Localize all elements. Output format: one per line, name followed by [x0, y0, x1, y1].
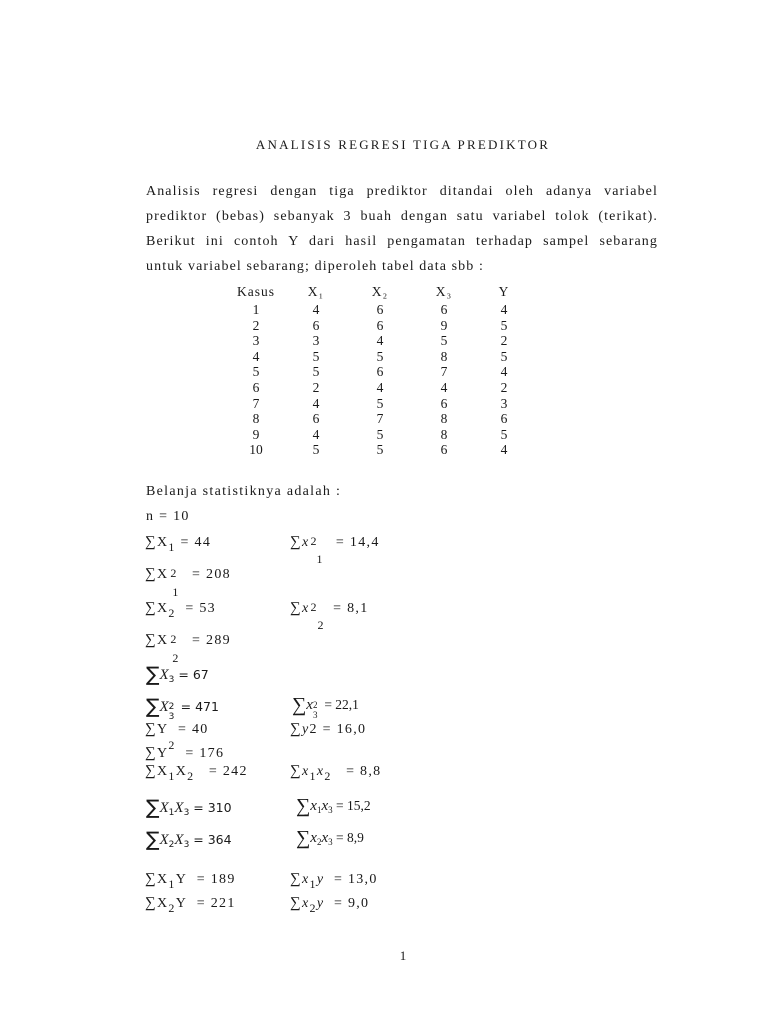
- table-cell: 3: [252, 333, 260, 349]
- table-cell: 1: [252, 302, 260, 317]
- table-cell: 8: [440, 411, 448, 427]
- table-cell: 4: [376, 379, 384, 395]
- table-cell: 4: [312, 302, 320, 317]
- table-cell: 2: [312, 379, 320, 395]
- stat-sum-x2-sq-dev: ∑x 2 2 = 8,1: [290, 600, 369, 632]
- stat-sum-x2-sq: ∑X 2 2 = 289: [145, 632, 231, 665]
- table-cell: 6: [376, 302, 384, 317]
- table-cell: 7: [252, 395, 260, 411]
- intro-line: prediktor (bebas) sebanyak 3 buah dengan satu variabel tolok (terikat).: [146, 209, 658, 224]
- table-cell: 7: [440, 364, 448, 380]
- table-cell: 4: [312, 395, 320, 411]
- table-cell: 7: [376, 411, 384, 427]
- table-row: [228, 302, 532, 318]
- table-cell: 5: [376, 426, 384, 442]
- table-cell: 4: [440, 379, 448, 395]
- table-row: [228, 364, 532, 380]
- table-row: [228, 349, 532, 365]
- table-cell: 5: [376, 442, 384, 458]
- table-row: [228, 411, 532, 427]
- table-cell: 6: [312, 411, 320, 427]
- table-cell: 5: [500, 348, 508, 364]
- table-cell: 4: [252, 348, 260, 364]
- stat-sum-x1x2-dev: ∑x1x2 = 8,8: [290, 763, 382, 783]
- table-row: [228, 427, 532, 443]
- table-cell: 2: [500, 333, 508, 349]
- table-cell: 8: [440, 348, 448, 364]
- table-cell: 4: [312, 426, 320, 442]
- table-header-row: [228, 282, 532, 302]
- intro-line: untuk variabel sebarang; diperoleh tabel data sbb :: [146, 259, 484, 274]
- table-cell: 5: [252, 364, 260, 380]
- col-header-kasus: Kasus: [237, 284, 275, 299]
- table-row: [228, 396, 532, 412]
- stat-sum-x2y: ∑X2Y = 221: [145, 895, 236, 915]
- table-cell: 10: [249, 442, 263, 458]
- table-cell: 2: [252, 317, 260, 333]
- table-cell: 4: [500, 442, 508, 458]
- col-header-y: Y: [498, 284, 510, 299]
- intro-paragraph: [146, 184, 658, 284]
- intro-line: Berikut ini contoh Y dari hasil pengamatan terhadap sampel sebarang: [146, 234, 658, 249]
- table-row: [228, 442, 532, 458]
- col-header-x3: X₃: [435, 284, 453, 299]
- table-cell: 6: [376, 317, 384, 333]
- stat-sum-x3-sq-dev: ∑x 2 3 = 22,1: [292, 694, 359, 720]
- table-cell: 6: [440, 395, 448, 411]
- stat-sum-x1x3: $\sum X_1X_3 = 310$: [146, 795, 232, 819]
- stat-sum-y-sq: ∑Y2 = 176: [145, 738, 225, 761]
- stat-sum-x1x2: ∑X1X2 = 242: [145, 763, 248, 783]
- table-cell: 6: [312, 317, 320, 333]
- stat-sum-x3: $\sum X_3 = 67$: [146, 662, 209, 686]
- table-cell: 9: [252, 426, 260, 442]
- table-row: [228, 333, 532, 349]
- stat-sum-x1y: ∑X1Y = 189: [145, 871, 236, 891]
- table-cell: 9: [440, 317, 448, 333]
- table-cell: 5: [500, 426, 508, 442]
- table-cell: 2: [500, 379, 508, 395]
- stat-sum-x1: ∑X1 = 44: [145, 534, 212, 554]
- intro-line: Analisis regresi dengan tiga prediktor ditandai oleh adanya variabel: [146, 184, 658, 199]
- stat-sum-x2x3: $\sum X_2X_3 = 364$: [146, 827, 232, 851]
- table-cell: 5: [440, 333, 448, 349]
- table-cell: 8: [252, 411, 260, 427]
- page-number: 1: [399, 948, 407, 963]
- page-title: ANALISIS REGRESI TIGA PREDIKTOR: [255, 137, 551, 152]
- table-cell: 5: [312, 348, 320, 364]
- stat-sum-x2: ∑X2 = 53: [145, 600, 216, 620]
- table-cell: 5: [376, 395, 384, 411]
- col-header-x2: X₂: [371, 284, 389, 299]
- table-cell: 5: [500, 317, 508, 333]
- table-cell: 3: [500, 395, 508, 411]
- stat-sum-y: ∑Y = 40: [145, 721, 209, 737]
- table-row: [228, 318, 532, 334]
- table-cell: 5: [376, 348, 384, 364]
- stat-n: n = 10: [146, 509, 190, 524]
- table-cell: 6: [440, 442, 448, 458]
- col-header-x1: X₁: [307, 284, 325, 299]
- table-cell: 6: [440, 302, 448, 317]
- stat-sum-y-dev: ∑y2 = 16,0: [290, 721, 367, 737]
- stat-sum-x1-sq-dev: ∑x 2 1 = 14,4: [290, 534, 380, 566]
- table-cell: 5: [312, 364, 320, 380]
- table-cell: 6: [500, 411, 508, 427]
- table-cell: 4: [500, 302, 508, 317]
- stat-sum-x1-sq: ∑X 2 1 = 208: [145, 566, 231, 599]
- stat-sum-x1y-dev: ∑x1y = 13,0: [290, 871, 378, 891]
- table-cell: 3: [312, 333, 320, 349]
- table-cell: 8: [440, 426, 448, 442]
- stat-sum-x1x3-dev: $\sum x_1x_3 = 15,2$: [296, 795, 371, 817]
- stat-sum-x3-sq: ∑X 2 3 = 471: [146, 694, 219, 722]
- stats-heading: Belanja statistiknya adalah :: [146, 484, 342, 499]
- table-row: [228, 380, 532, 396]
- table-cell: 6: [376, 364, 384, 380]
- stat-sum-x2y-dev: ∑x2y = 9,0: [290, 895, 370, 915]
- stat-sum-x2x3-dev: $\sum x_2x_3 = 8,9$: [296, 827, 364, 849]
- table-cell: 6: [252, 379, 260, 395]
- table-cell: 5: [312, 442, 320, 458]
- table-cell: 4: [500, 364, 508, 380]
- table-cell: 4: [376, 333, 384, 349]
- data-table: [228, 282, 532, 458]
